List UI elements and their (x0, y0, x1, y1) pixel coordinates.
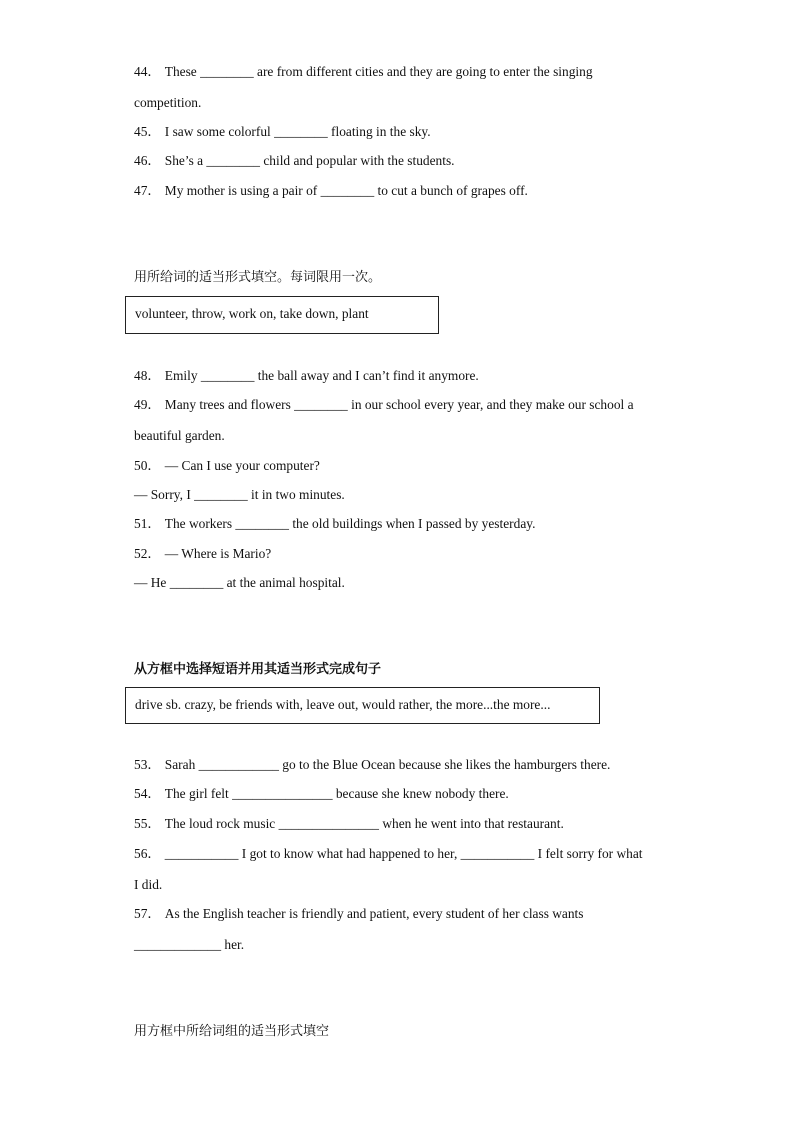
question-text: The girl felt _______________ because she knew nobody there. (164, 786, 509, 801)
section-instruction-1: 用所给词的适当形式填空。每词限用一次。 (134, 270, 382, 285)
question-number: 53． (134, 757, 161, 772)
question-52 (134, 545, 271, 563)
question-47 (134, 182, 528, 200)
question-number: 50． (134, 458, 161, 473)
question-text: I saw some colorful ________ floating in the sky. (164, 124, 431, 139)
word-box-2: drive sb. crazy, be friends with, leave out, would rather, the more...the more... (125, 687, 600, 724)
question-57-continuation: _____________ her. (134, 937, 245, 952)
question-45 (134, 123, 431, 141)
question-number: 52． (134, 546, 161, 561)
question-49 (134, 396, 634, 414)
question-text: The loud rock music _______________ when he went into that restaurant. (164, 816, 564, 831)
question-56-continuation: I did. (134, 877, 163, 892)
question-49-continuation: beautiful garden. (134, 428, 225, 443)
question-text: Many trees and flowers ________ in our school every year, and they make our school a (164, 397, 634, 412)
question-56 (134, 845, 643, 863)
question-54 (134, 785, 509, 803)
question-text: ___________ I got to know what had happened to her, ___________ I felt sorry for what (164, 846, 643, 861)
question-number: 49． (134, 397, 161, 412)
question-57 (134, 905, 584, 923)
section-instruction-2: 从方框中选择短语并用其适当形式完成句子 (134, 662, 382, 677)
question-number: 55． (134, 816, 161, 831)
question-text: She’s a ________ child and popular with the students. (164, 153, 455, 168)
question-number: 45． (134, 124, 161, 139)
section-instruction-3: 用方框中所给词组的适当形式填空 (134, 1024, 330, 1039)
question-text: Sarah ____________ go to the Blue Ocean because she likes the hamburgers there. (164, 757, 611, 772)
question-number: 48． (134, 368, 161, 383)
question-50-reply: — Sorry, I ________ it in two minutes. (134, 487, 345, 502)
question-53 (134, 756, 610, 774)
question-number: 47． (134, 183, 161, 198)
question-text: The workers ________ the old buildings when I passed by yesterday. (164, 516, 536, 531)
question-number: 46． (134, 153, 161, 168)
question-48 (134, 367, 479, 385)
question-text: These ________ are from different cities and they are going to enter the singing (164, 64, 593, 79)
question-46 (134, 152, 455, 170)
question-44-continuation: competition. (134, 95, 202, 110)
question-text: Emily ________ the ball away and I can’t find it anymore. (164, 368, 479, 383)
question-text: As the English teacher is friendly and patient, every student of her class wants (164, 906, 584, 921)
question-51 (134, 515, 535, 533)
question-text: — Where is Mario? (164, 546, 272, 561)
question-number: 57． (134, 906, 161, 921)
question-text: My mother is using a pair of ________ to cut a bunch of grapes off. (164, 183, 528, 198)
question-number: 56． (134, 846, 161, 861)
question-50 (134, 457, 320, 475)
question-number: 44． (134, 64, 161, 79)
question-number: 51． (134, 516, 161, 531)
question-text: — Can I use your computer? (164, 458, 320, 473)
question-number: 54． (134, 786, 161, 801)
question-44 (134, 63, 593, 81)
question-52-reply: — He ________ at the animal hospital. (134, 575, 345, 590)
question-55 (134, 815, 564, 833)
word-box-1: volunteer, throw, work on, take down, plant (125, 296, 439, 334)
